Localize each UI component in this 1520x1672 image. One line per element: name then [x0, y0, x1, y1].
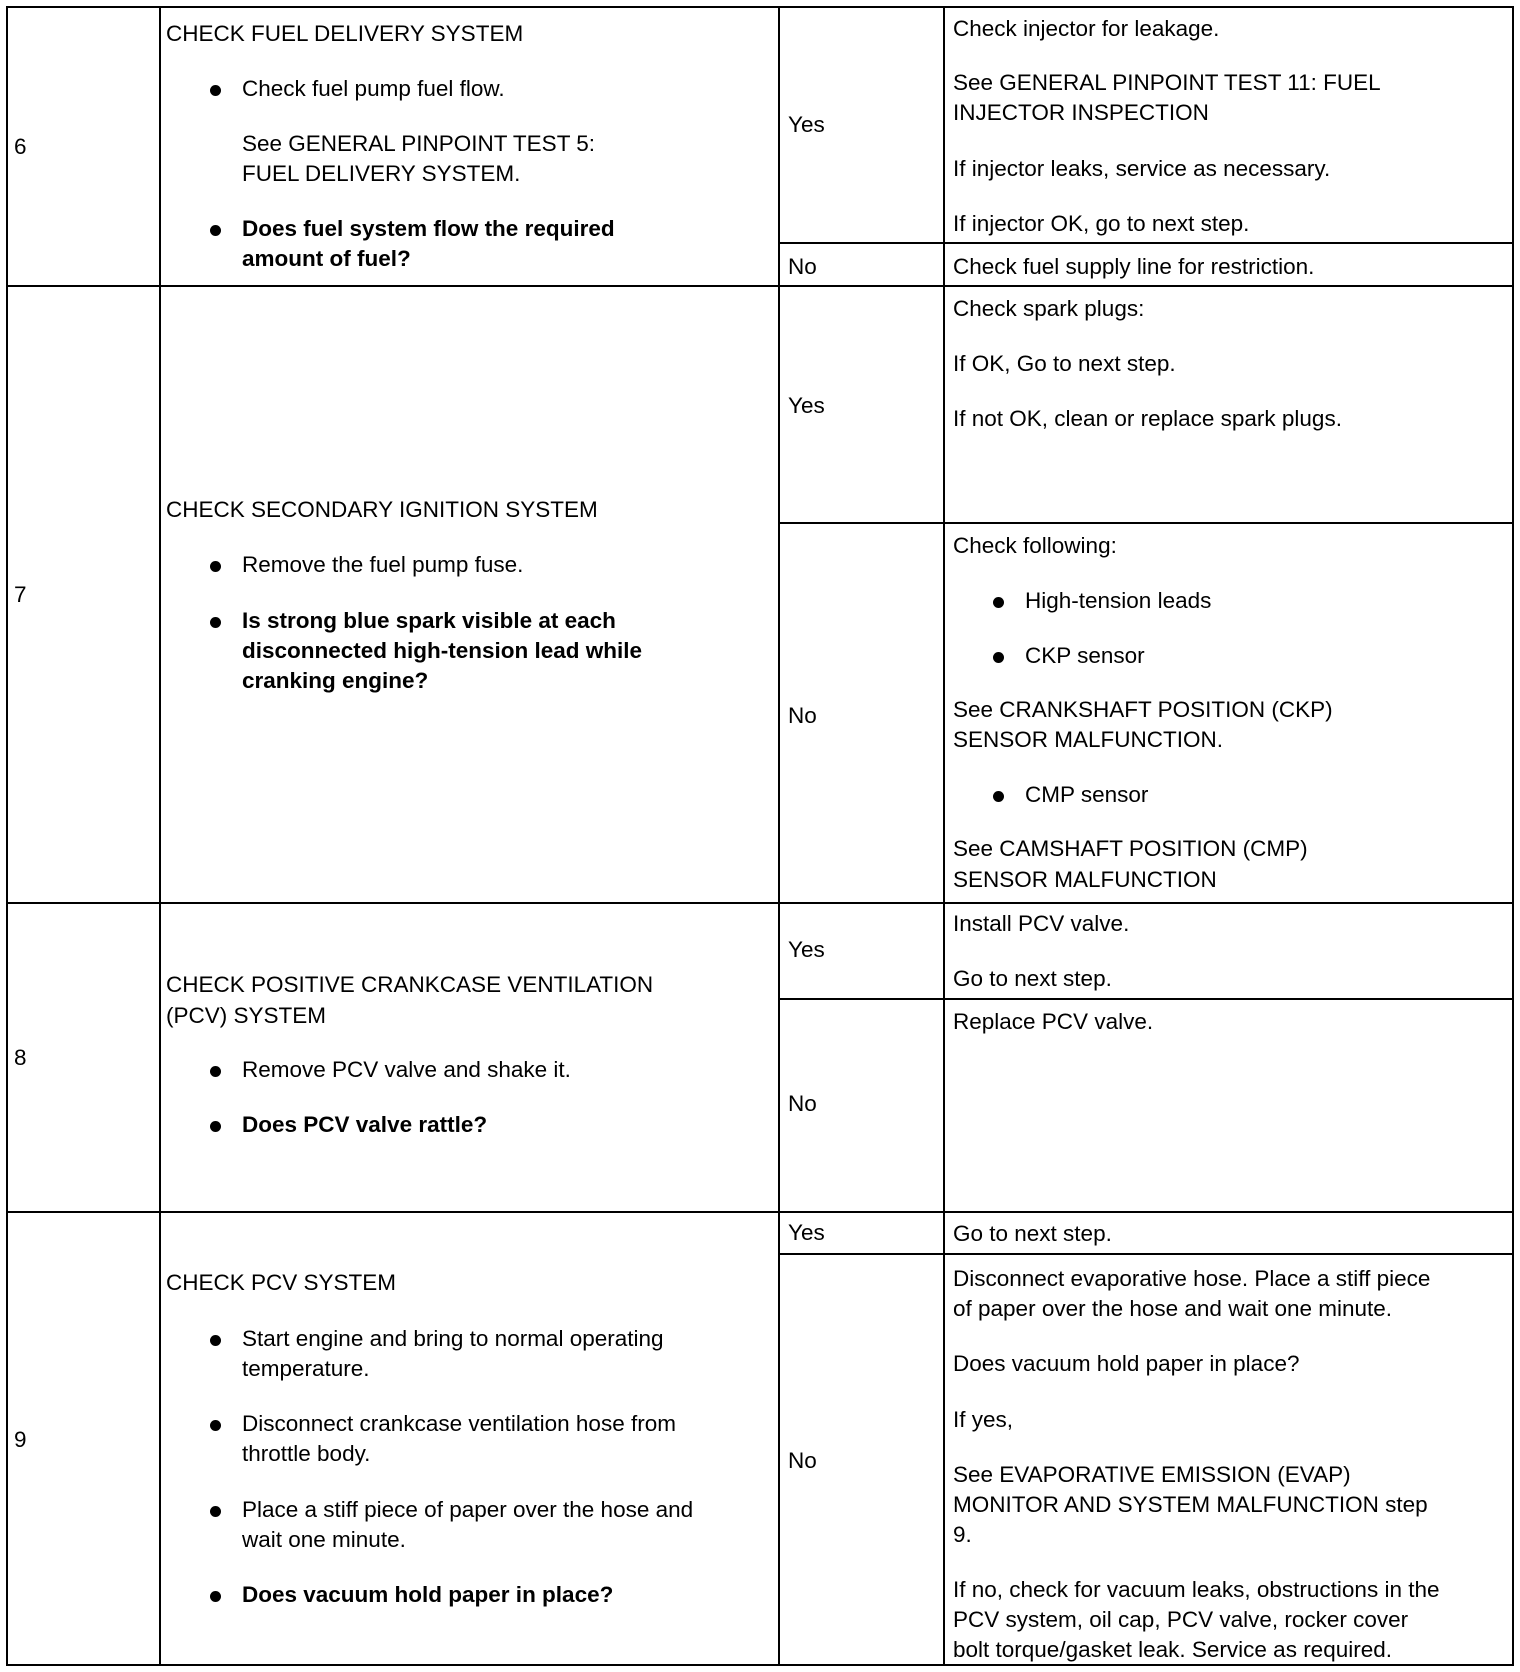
action-item: wait one minute.	[242, 1527, 406, 1552]
action-question: Is strong blue spark visible at each	[242, 608, 616, 633]
bullet-icon	[210, 561, 221, 572]
step-title: CHECK POSITIVE CRANKCASE VENTILATION	[166, 972, 654, 997]
step-title: CHECK SECONDARY IGNITION SYSTEM	[166, 497, 598, 522]
bullet-icon	[210, 85, 221, 96]
table-border-top	[6, 6, 1514, 8]
yes-result: If not OK, clean or replace spark plugs.	[953, 406, 1342, 431]
yes-result: If OK, Go to next step.	[953, 351, 1176, 376]
bullet-icon	[210, 1121, 221, 1132]
yes-result: See GENERAL PINPOINT TEST 11: FUEL	[953, 70, 1381, 95]
table-border-right	[1512, 6, 1514, 1666]
yes-no-divider-9	[778, 1253, 1514, 1255]
no-label: No	[788, 254, 817, 279]
no-result: If yes,	[953, 1407, 1014, 1432]
yes-label: Yes	[788, 1220, 825, 1245]
step-number: 9	[14, 1427, 27, 1452]
step-number: 8	[14, 1045, 27, 1070]
yes-result: Check injector for leakage.	[953, 16, 1220, 41]
no-result: of paper over the hose and wait one minute.	[953, 1296, 1393, 1321]
action-question: Does vacuum hold paper in place?	[242, 1582, 614, 1607]
no-result: Disconnect evaporative hose. Place a stiff piece	[953, 1266, 1431, 1291]
bullet-icon	[210, 225, 221, 236]
bullet-icon	[993, 791, 1004, 802]
no-result: Does vacuum hold paper in place?	[953, 1351, 1300, 1376]
bullet-icon	[993, 597, 1004, 608]
step-title: (PCV) SYSTEM	[166, 1003, 327, 1028]
bullet-icon	[210, 1591, 221, 1602]
action-question: disconnected high-tension lead while	[242, 638, 643, 663]
no-result: If no, check for vacuum leaks, obstructions in the	[953, 1577, 1440, 1602]
action-question: amount of fuel?	[242, 246, 411, 271]
yes-result: INJECTOR INSPECTION	[953, 100, 1209, 125]
yes-no-divider-7	[778, 522, 1514, 524]
yes-result: Install PCV valve.	[953, 911, 1130, 936]
bullet-icon	[210, 1066, 221, 1077]
bullet-icon	[993, 652, 1004, 663]
no-label: No	[788, 703, 817, 728]
step-number: 6	[14, 134, 27, 159]
yes-no-divider-6	[778, 242, 1514, 244]
yes-label: Yes	[788, 393, 825, 418]
bullet-icon	[210, 1506, 221, 1517]
step-title: CHECK PCV SYSTEM	[166, 1270, 397, 1295]
step-title: CHECK FUEL DELIVERY SYSTEM	[166, 21, 524, 46]
action-note: See GENERAL PINPOINT TEST 5:	[242, 131, 596, 156]
yes-label: Yes	[788, 937, 825, 962]
no-result: Check fuel supply line for restriction.	[953, 254, 1315, 279]
yes-result: Go to next step.	[953, 1221, 1112, 1246]
no-result: See CAMSHAFT POSITION (CMP)	[953, 836, 1308, 861]
no-result: MONITOR AND SYSTEM MALFUNCTION step	[953, 1492, 1428, 1517]
row-divider-6-7	[6, 285, 1514, 287]
action-note: FUEL DELIVERY SYSTEM.	[242, 161, 521, 186]
action-item: Disconnect crankcase ventilation hose from	[242, 1411, 676, 1436]
step-number: 7	[14, 582, 27, 607]
yes-label: Yes	[788, 112, 825, 137]
row-divider-7-8	[6, 902, 1514, 904]
no-result-item: CKP sensor	[1025, 643, 1145, 668]
no-result: Replace PCV valve.	[953, 1009, 1154, 1034]
yes-result: Check spark plugs:	[953, 296, 1145, 321]
column-divider-action	[778, 6, 780, 1666]
action-item: Check fuel pump fuel flow.	[242, 76, 505, 101]
bullet-icon	[210, 1420, 221, 1431]
action-item: throttle body.	[242, 1441, 371, 1466]
table-border-left	[6, 6, 8, 1666]
no-result-item: High-tension leads	[1025, 588, 1212, 613]
no-result-item: CMP sensor	[1025, 782, 1149, 807]
no-result: See CRANKSHAFT POSITION (CKP)	[953, 697, 1333, 722]
action-item: temperature.	[242, 1356, 370, 1381]
no-result: PCV system, oil cap, PCV valve, rocker cover	[953, 1607, 1409, 1632]
no-result: SENSOR MALFUNCTION	[953, 867, 1217, 892]
yes-result: Go to next step.	[953, 966, 1112, 991]
yes-result: If injector OK, go to next step.	[953, 211, 1250, 236]
no-result: Check following:	[953, 533, 1117, 558]
no-result: SENSOR MALFUNCTION.	[953, 727, 1224, 752]
no-result: bolt torque/gasket leak. Service as required.	[953, 1637, 1392, 1662]
no-result: See EVAPORATIVE EMISSION (EVAP)	[953, 1462, 1351, 1487]
column-divider-result	[943, 6, 945, 1666]
action-item: Start engine and bring to normal operating	[242, 1326, 664, 1351]
bullet-icon	[210, 1335, 221, 1346]
action-item: Remove the fuel pump fuse.	[242, 552, 524, 577]
row-divider-8-9	[6, 1211, 1514, 1213]
action-question: Does PCV valve rattle?	[242, 1112, 488, 1137]
action-question: cranking engine?	[242, 668, 429, 693]
no-label: No	[788, 1448, 817, 1473]
action-item: Place a stiff piece of paper over the hose and	[242, 1497, 694, 1522]
yes-result: If injector leaks, service as necessary.	[953, 156, 1331, 181]
column-divider-step	[159, 6, 161, 1666]
no-result: 9.	[953, 1522, 972, 1547]
bullet-icon	[210, 617, 221, 628]
action-question: Does fuel system flow the required	[242, 216, 615, 241]
no-label: No	[788, 1091, 817, 1116]
yes-no-divider-8	[778, 998, 1514, 1000]
action-item: Remove PCV valve and shake it.	[242, 1057, 571, 1082]
